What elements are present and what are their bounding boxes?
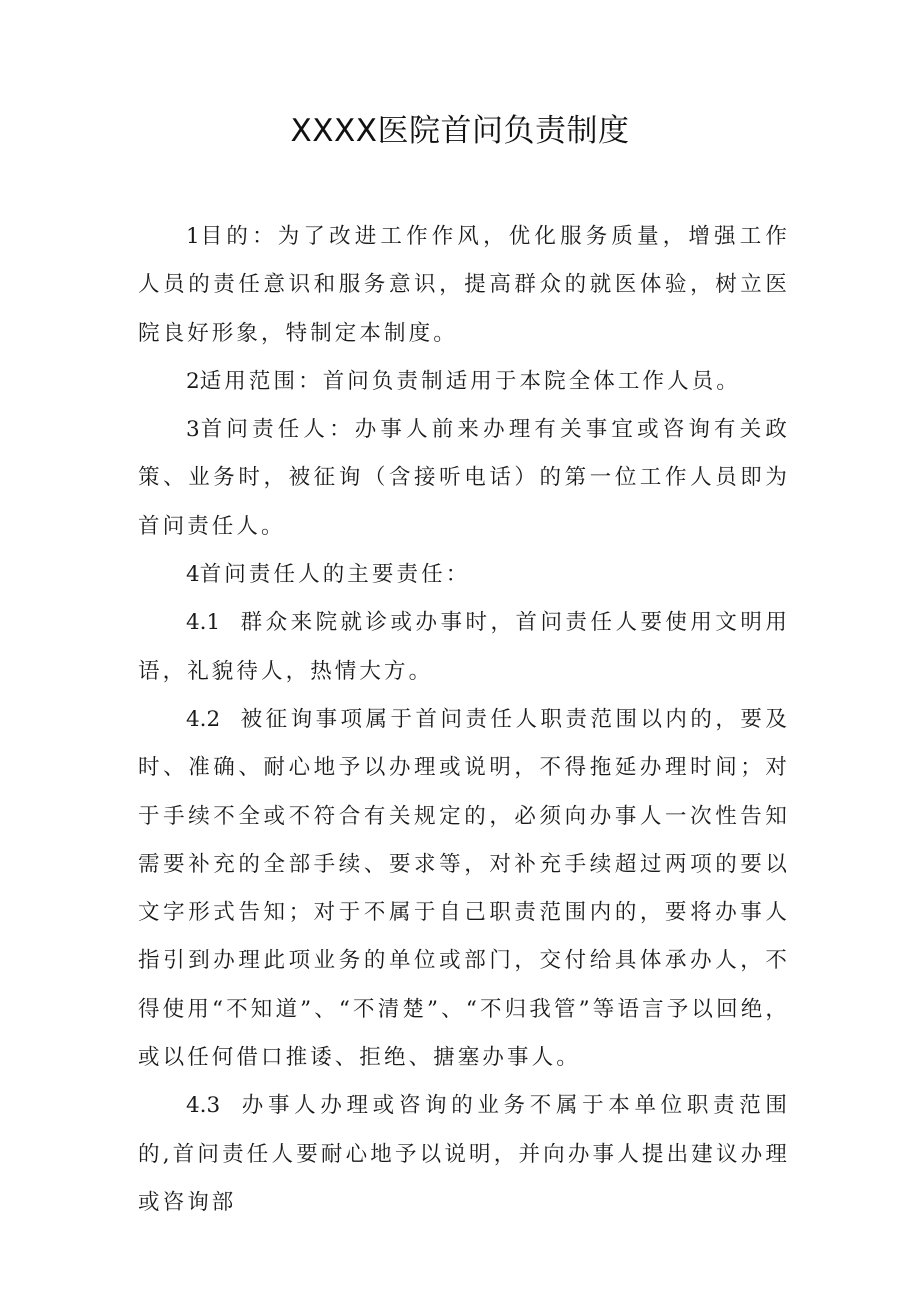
paragraph-4-2 bbox=[138, 696, 790, 1082]
paragraph-number: 4.1 bbox=[186, 610, 221, 636]
paragraph-number: 1 bbox=[186, 224, 200, 249]
paragraph-4-1 bbox=[138, 599, 790, 696]
paragraph-purpose bbox=[138, 213, 790, 358]
paragraph-main-responsibilities bbox=[138, 551, 790, 599]
paragraph-text: 目的：为了改进工作作风，优化服务质量，增强工作人员的责任意识和服务意识，提高群众的就医体验，树立医院良好形象，特制定本制度。 bbox=[138, 224, 790, 346]
paragraph-number: 2 bbox=[186, 368, 200, 394]
paragraph-text: 被征询事项属于首问责任人职责范围以内的，要及时、准确、耐心地予以办理或说明，不得拖延办理时间；对于手续不全或不符合有关规定的，必须向办事人一次性告知需要补充的全部手续、要求等，对补充手续超过两项的要以文字形式告知；对于不属于自己职责范围内的，要将办事人指引到办理此项业务的单位或部门，交付给具体承办人，不得使用“不知道”、“不清楚”、“不归我管”等语言予以回绝，或以任何借口推诿、拒绝、搪塞办事人。 bbox=[138, 706, 790, 1071]
paragraph-number: 4.2 bbox=[186, 706, 221, 732]
paragraph-text: 首问责任人的主要责任： bbox=[199, 562, 471, 588]
paragraph-text: 办事人办理或咨询的业务不属于本单位职责范围的,首问责任人要耐心地予以说明，并向办事人提出建议办理或咨询部 bbox=[138, 1093, 790, 1215]
document-title: XXXX医院首问负责制度 bbox=[290, 113, 630, 149]
paragraph-4-3 bbox=[138, 1082, 790, 1227]
paragraph-text: 适用范围：首问负责制适用于本院全体工作人员。 bbox=[199, 368, 741, 394]
document-body bbox=[138, 213, 790, 1227]
paragraph-first-responsible-person bbox=[138, 406, 790, 551]
paragraph-scope bbox=[138, 358, 790, 406]
paragraph-number: 4.3 bbox=[186, 1093, 221, 1119]
paragraph-number: 4 bbox=[186, 562, 200, 588]
paragraph-text: 群众来院就诊或办事时，首问责任人要使用文明用语，礼貌待人，热情大方。 bbox=[138, 610, 790, 684]
paragraph-number: 3 bbox=[186, 417, 200, 443]
paragraph-text: 首问责任人：办事人前来办理有关事宜或咨询有关政策、业务时，被征询（含接听电话）的第一位工作人员即为首问责任人。 bbox=[138, 417, 790, 539]
